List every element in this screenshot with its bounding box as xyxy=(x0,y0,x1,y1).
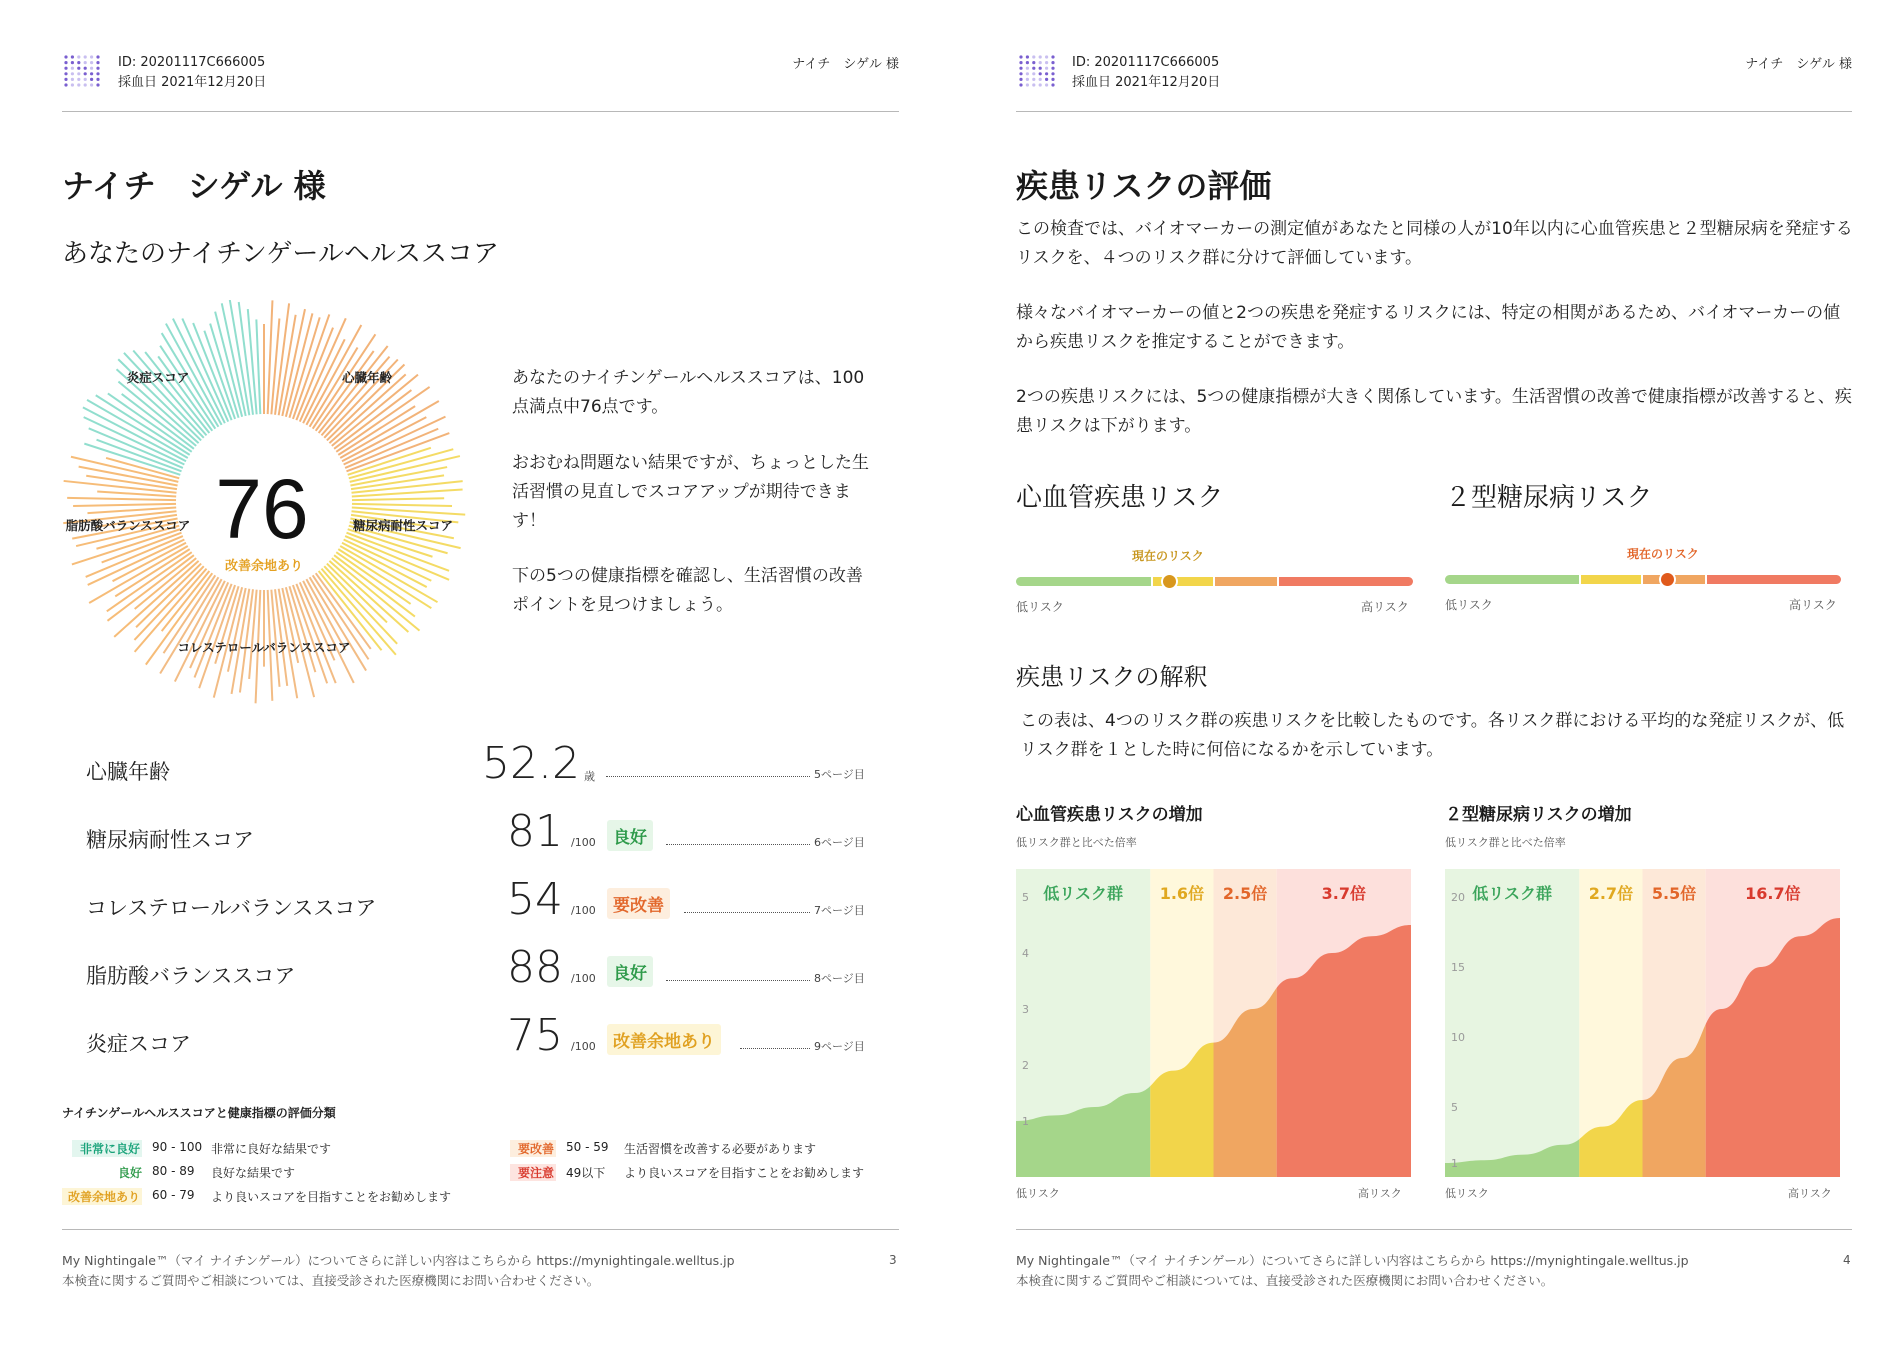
radial-ray xyxy=(107,555,193,621)
logo-dot xyxy=(84,72,87,75)
legend-range: 60 - 79 xyxy=(152,1188,195,1202)
footer-contact-note: 本検査に関するご質問やご相談については、直接受診された医療機関にお問い合わせください。 xyxy=(62,1273,600,1288)
footer-divider xyxy=(1016,1229,1852,1230)
radial-ray xyxy=(289,317,319,417)
logo-dot xyxy=(90,61,93,64)
logo-dot xyxy=(1045,78,1048,81)
logo-dot xyxy=(1026,78,1029,81)
score-next-step-paragraph: 下の5つの健康指標を確認し、生活習慣の改善ポイントを見つけましょう。 xyxy=(512,566,863,615)
logo-dot xyxy=(1039,61,1042,64)
logo-dot xyxy=(1019,83,1022,86)
indicator-label: 脂肪酸バランススコア xyxy=(86,964,296,988)
intro-paragraph: この検査では、バイオマーカーの測定値があなたと同様の人が10年以内に心血管疾患と２型糖尿病を発症するリスクを、４つのリスク群に分けて評価しています。 xyxy=(1016,219,1853,268)
indicator-label: コレステロールバランススコア xyxy=(86,896,377,920)
footer-text xyxy=(1016,1251,1796,1291)
footer-info-link[interactable]: My Nightingale™（マイ ナイチンゲール）についてさらに詳しい内容はこちらから https://mynightingale.welltus.jp xyxy=(62,1253,735,1268)
indicator-unit: 歳 xyxy=(584,770,595,783)
page-reference: 9ページ目 xyxy=(814,1040,865,1053)
logo-dot xyxy=(1045,61,1048,64)
legend-range: 49以下 xyxy=(566,1166,606,1180)
radial-ray xyxy=(271,319,279,415)
header-id-block xyxy=(1072,53,1220,93)
risk-band-low xyxy=(1016,577,1151,586)
header-id-block xyxy=(118,53,266,93)
current-risk-marker xyxy=(1161,573,1178,590)
logo-dot xyxy=(90,83,93,86)
y-tick-label: 5 xyxy=(1451,1101,1458,1114)
indicator-label: 心臓年齢 xyxy=(86,760,170,784)
radial-ray xyxy=(268,300,273,414)
blood-draw-date: 採血日 2021年12月20日 xyxy=(118,75,267,90)
radial-ray xyxy=(145,352,209,433)
logo-dot xyxy=(1045,72,1048,75)
radial-ray xyxy=(136,564,201,628)
dotted-leader xyxy=(684,912,810,913)
logo-dot xyxy=(77,72,80,75)
radial-ray xyxy=(319,346,388,433)
logo-dot xyxy=(64,72,67,75)
low-risk-label: 低リスク xyxy=(1445,598,1493,612)
radial-ray xyxy=(73,504,176,506)
legend-range: 80 - 89 xyxy=(152,1164,195,1178)
page-number: 3 xyxy=(889,1253,897,1267)
cvd-chart-title: 心血管疾患リスクの増加 xyxy=(1016,805,1203,825)
legend-desc: より良いスコアを目指すことをお勧めします xyxy=(624,1166,865,1180)
radial-ray xyxy=(67,498,176,500)
risk-group-label: 3.7倍 xyxy=(1321,884,1367,903)
status-badge: 改善余地あり xyxy=(607,1024,721,1055)
logo-dot xyxy=(71,78,74,81)
logo-dot xyxy=(1051,55,1054,58)
logo-dot xyxy=(1039,55,1042,58)
logo-dot xyxy=(96,78,99,81)
radial-ray xyxy=(352,498,444,500)
legend-desc: 良好な結果です xyxy=(211,1166,296,1180)
indicator-label: 炎症スコア xyxy=(86,1032,191,1056)
footer-divider xyxy=(62,1229,899,1230)
y-tick-label: 4 xyxy=(1022,947,1029,960)
footer-text xyxy=(62,1251,842,1291)
logo-dot xyxy=(96,61,99,64)
low-risk-label: 低リスク xyxy=(1016,600,1064,614)
indicator-value: 88 xyxy=(507,942,563,993)
logo-dot xyxy=(96,83,99,86)
logo-dot xyxy=(77,61,80,64)
indicator-value: 81 xyxy=(507,806,563,857)
indicator-value: 52.2 xyxy=(482,738,580,789)
radial-ray xyxy=(256,319,260,414)
status-badge: 良好 xyxy=(607,956,653,987)
logo-dot xyxy=(77,83,80,86)
blood-draw-date: 採血日 2021年12月20日 xyxy=(1072,75,1221,90)
improvement-paragraph: 2つの疾患リスクには、5つの健康指標が大きく関係しています。生活習慣の改善で健康指標が改善すると、疾患リスクは下がります。 xyxy=(1016,387,1852,436)
risk-band-moderate xyxy=(1581,575,1641,584)
logo-dot xyxy=(96,55,99,58)
current-risk-label: 現在のリスク xyxy=(1627,547,1699,561)
radial-ray xyxy=(334,555,415,616)
risk-group-label: 2.5倍 xyxy=(1222,884,1268,903)
dotted-leader xyxy=(666,844,810,845)
logo-dot xyxy=(1026,67,1029,70)
radial-label-cholesterol: コレステロールバランススコア xyxy=(177,640,351,655)
logo-dot xyxy=(77,78,80,81)
page-title: ナイチ シゲル 様 xyxy=(62,167,326,205)
status-badge: 要改善 xyxy=(607,888,670,919)
legend-desc: 生活習慣を改善する必要があります xyxy=(624,1142,817,1156)
logo-dot xyxy=(96,67,99,70)
legend-range: 90 - 100 xyxy=(152,1140,203,1154)
logo-dot xyxy=(1026,83,1029,86)
logo-dot xyxy=(1019,72,1022,75)
cvd-risk-heading: 心血管疾患リスク xyxy=(1016,483,1224,513)
y-tick-label: 3 xyxy=(1022,1003,1029,1016)
indicator-value: 54 xyxy=(507,874,563,925)
logo-dot xyxy=(90,78,93,81)
risk-group-label: 16.7倍 xyxy=(1745,884,1801,903)
nightingale-logo-icon xyxy=(1017,54,1057,88)
cvd-risk-increase-chart xyxy=(1016,869,1411,1177)
logo-dot xyxy=(1045,67,1048,70)
radial-label-heart: 心臓年齢 xyxy=(341,370,393,385)
y-tick-label: 1 xyxy=(1451,1157,1458,1170)
nightingale-logo-icon xyxy=(62,54,102,88)
indicator-label: 糖尿病耐性スコア xyxy=(86,828,254,852)
logo-dot xyxy=(64,67,67,70)
logo-dot xyxy=(1051,61,1054,64)
score-summary-paragraph: あなたのナイチンゲールヘルススコアは、100点満点中76点です。 xyxy=(512,368,865,417)
logo-dot xyxy=(77,55,80,58)
logo-dot xyxy=(90,72,93,75)
logo-dot xyxy=(84,67,87,70)
chart-x-low-label: 低リスク xyxy=(1016,1187,1060,1200)
page-number: 4 xyxy=(1843,1253,1851,1267)
legend-tag: 要改善 xyxy=(510,1140,556,1157)
legend-tag: 要注意 xyxy=(510,1164,556,1181)
logo-dot xyxy=(90,67,93,70)
legend-desc: 非常に良好な結果です xyxy=(211,1142,332,1156)
risk-band-elevated xyxy=(1215,577,1277,586)
sample-id: ID: 20201117C666005 xyxy=(1072,55,1220,70)
risk-band-high xyxy=(1279,577,1413,586)
legend-title: ナイチンゲールヘルススコアと健康指標の評価分類 xyxy=(62,1106,336,1120)
logo-dot xyxy=(1032,78,1035,81)
logo-dot xyxy=(64,61,67,64)
status-badge: 良好 xyxy=(607,820,653,851)
logo-dot xyxy=(90,55,93,58)
chart-x-high-label: 高リスク xyxy=(1358,1187,1402,1200)
radial-ray xyxy=(248,309,257,414)
logo-dot xyxy=(1051,67,1054,70)
footer-contact-note: 本検査に関するご質問やご相談については、直接受診された医療機関にお問い合わせください。 xyxy=(1016,1273,1554,1288)
logo-dot xyxy=(1039,83,1042,86)
logo-dot xyxy=(71,83,74,86)
logo-dot xyxy=(71,67,74,70)
logo-dot xyxy=(1045,83,1048,86)
logo-dot xyxy=(1032,83,1035,86)
radial-label-diabetes: 糖尿病耐性スコア xyxy=(352,518,454,533)
radial-label-fatty-acid: 脂肪酸バランススコア xyxy=(65,518,191,533)
page-reference: 8ページ目 xyxy=(814,972,865,985)
total-score-status: 改善余地あり xyxy=(224,559,304,574)
logo-dot xyxy=(1019,67,1022,70)
logo-dot xyxy=(71,61,74,64)
risk-group-label: 2.7倍 xyxy=(1588,884,1634,903)
total-score: 76 xyxy=(215,462,309,556)
indicator-unit: /100 xyxy=(571,836,596,849)
interpretation-paragraph: この表は、4つのリスク群の疾患リスクを比較したものです。各リスク群における平均的な発症リスクが、低リスク群を１とした時に何倍になるかを示しています。 xyxy=(1020,711,1845,760)
chart-x-low-label: 低リスク xyxy=(1445,1187,1489,1200)
logo-dot xyxy=(1032,72,1035,75)
dotted-leader xyxy=(606,776,810,777)
legend-tag: 改善余地あり xyxy=(62,1188,142,1205)
sample-id: ID: 20201117C666005 xyxy=(118,55,266,70)
logo-dot xyxy=(84,61,87,64)
header-divider xyxy=(1016,111,1852,112)
risk-band-low xyxy=(1445,575,1579,584)
logo-dot xyxy=(64,55,67,58)
risk-group-label: 1.6倍 xyxy=(1159,884,1205,903)
logo-dot xyxy=(1032,61,1035,64)
risk-band-high xyxy=(1707,575,1841,584)
logo-dot xyxy=(84,55,87,58)
indicator-unit: /100 xyxy=(571,904,596,917)
radial-ray xyxy=(322,357,390,436)
y-tick-label: 20 xyxy=(1451,891,1465,904)
cvd-chart-subtitle: 低リスク群と比べた倍率 xyxy=(1016,836,1137,849)
health-score-heading: あなたのナイチンゲールヘルススコア xyxy=(62,239,500,269)
page-title: 疾患リスクの評価 xyxy=(1016,167,1272,205)
page-reference: 7ページ目 xyxy=(814,904,865,917)
y-tick-label: 2 xyxy=(1022,1059,1029,1072)
logo-dot xyxy=(1051,83,1054,86)
diabetes-chart-subtitle: 低リスク群と比べた倍率 xyxy=(1445,836,1566,849)
indicator-unit: /100 xyxy=(571,1040,596,1053)
diabetes-risk-increase-chart xyxy=(1445,869,1840,1177)
logo-dot xyxy=(1039,78,1042,81)
radial-ray xyxy=(352,504,452,506)
footer-info-link[interactable]: My Nightingale™（マイ ナイチンゲール）についてさらに詳しい内容はこちらから https://mynightingale.welltus.jp xyxy=(1016,1253,1689,1268)
risk-group-background xyxy=(1445,869,1579,1177)
logo-dot xyxy=(84,78,87,81)
high-risk-label: 高リスク xyxy=(1361,600,1409,614)
logo-dot xyxy=(71,72,74,75)
logo-dot xyxy=(1045,55,1048,58)
y-tick-label: 5 xyxy=(1022,891,1029,904)
logo-dot xyxy=(84,83,87,86)
y-tick-label: 1 xyxy=(1022,1115,1029,1128)
legend-tag: 非常に良好 xyxy=(72,1140,142,1157)
indicator-unit: /100 xyxy=(571,972,596,985)
legend-desc: より良いスコアを目指すことをお勧めします xyxy=(211,1190,452,1204)
logo-dot xyxy=(1026,72,1029,75)
logo-dot xyxy=(96,72,99,75)
indicator-value: 75 xyxy=(507,1010,563,1061)
current-risk-marker xyxy=(1659,571,1676,588)
dotted-leader xyxy=(666,980,810,981)
header-divider xyxy=(62,111,899,112)
risk-group-label: 5.5倍 xyxy=(1651,884,1697,903)
logo-dot xyxy=(1032,55,1035,58)
page-reference: 6ページ目 xyxy=(814,836,865,849)
diabetes-risk-heading: ２型糖尿病リスク xyxy=(1445,483,1653,513)
risk-group-label: 低リスク群 xyxy=(1472,884,1552,903)
y-tick-label: 10 xyxy=(1451,1031,1465,1044)
logo-dot xyxy=(71,55,74,58)
logo-dot xyxy=(1051,78,1054,81)
logo-dot xyxy=(64,78,67,81)
y-tick-label: 15 xyxy=(1451,961,1465,974)
diabetes-chart-title: ２型糖尿病リスクの増加 xyxy=(1445,805,1632,825)
logo-dot xyxy=(77,67,80,70)
logo-dot xyxy=(64,83,67,86)
header-patient-name: ナイチ シゲル 様 xyxy=(1745,57,1852,72)
current-risk-label: 現在のリスク xyxy=(1132,549,1204,563)
logo-dot xyxy=(1019,61,1022,64)
logo-dot xyxy=(1039,67,1042,70)
logo-dot xyxy=(1019,55,1022,58)
chart-x-high-label: 高リスク xyxy=(1788,1187,1832,1200)
legend-tag: 良好 xyxy=(117,1166,142,1180)
logo-dot xyxy=(1051,72,1054,75)
high-risk-label: 高リスク xyxy=(1789,598,1837,612)
radial-ray xyxy=(336,387,429,452)
header-patient-name: ナイチ シゲル 様 xyxy=(792,57,899,72)
logo-dot xyxy=(1026,61,1029,64)
page-4 xyxy=(952,0,1904,1350)
radial-ray xyxy=(271,590,279,687)
page-reference: 5ページ目 xyxy=(814,768,865,781)
logo-dot xyxy=(1039,72,1042,75)
risk-group-label: 低リスク群 xyxy=(1043,884,1123,903)
legend-range: 50 - 59 xyxy=(566,1140,609,1154)
health-score-radial-chart xyxy=(62,300,466,704)
radial-label-inflammation: 炎症スコア xyxy=(126,370,190,385)
logo-dot xyxy=(1019,78,1022,81)
logo-dot xyxy=(1026,55,1029,58)
logo-dot xyxy=(1032,67,1035,70)
interpretation-heading: 疾患リスクの解釈 xyxy=(1016,663,1208,691)
score-advice-paragraph: おおむね問題ない結果ですが、ちょっとした生活習慣の見直しでスコアアップが期待できます！ xyxy=(512,453,869,531)
correlation-paragraph: 様々なバイオマーカーの値と2つの疾患を発症するリスクには、特定の相関があるため、バイオマーカーの値から疾患リスクを推定することができます。 xyxy=(1016,303,1841,352)
dotted-leader xyxy=(740,1048,810,1049)
